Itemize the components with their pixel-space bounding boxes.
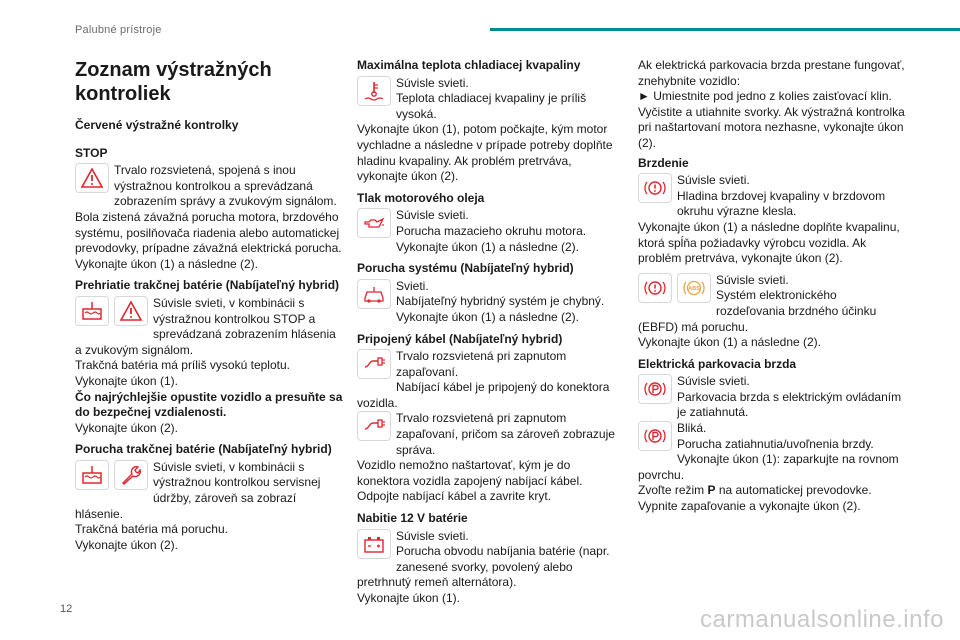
parking-b-line-3: Vykonajte úkon (1): zaparkujte na rovnom povrchu. xyxy=(638,452,899,482)
oil-entry xyxy=(357,208,625,255)
section-header: Palubné prístroje xyxy=(75,24,162,36)
battery-12v-heading: Nabitie 12 V batérie xyxy=(357,511,468,526)
overheat-last-line: Vykonajte úkon (2). xyxy=(75,420,178,435)
page-title: Zoznam výstražných kontroliek xyxy=(75,59,272,105)
cable-b-line-1: Trvalo rozsvietená pri zapnutom zapaľovaní, pričom sa zároveň zobrazuje správa. xyxy=(396,411,615,457)
hybrid-line-2: Nabíjateľný hybridný systém je chybný. xyxy=(396,294,605,309)
overheat-line-3: Vykonajte úkon (1). xyxy=(75,373,178,388)
stop-line-2: Bola zistená závažná porucha motora, brzdového systému, posilňovača riadenia alebo automatickej prevodovky, prípadne závažná elektrická porucha. xyxy=(75,209,342,256)
cable-heading: Pripojený kábel (Nabíjateľný hybrid) xyxy=(357,331,563,346)
warning-triangle-icon xyxy=(114,296,148,326)
cable-entry-a xyxy=(357,349,625,411)
parking-entry-a xyxy=(638,374,906,421)
battery-fault-line-3: Vykonajte úkon (2). xyxy=(75,537,178,552)
parking-a-line-2: Parkovacia brzda s elektrickým ovládaním je zatiahnutá. xyxy=(677,389,902,420)
overheat-bold-line: Čo najrýchlejšie opustite vozidlo a presuňte sa do bezpečnej vzdialenosti. xyxy=(75,389,343,420)
battery-temperature-icon xyxy=(75,296,109,326)
header-accent-bar xyxy=(490,28,960,31)
oil-line-3: Vykonajte úkon (1) a následne (2). xyxy=(396,239,579,254)
battery-12v-entry xyxy=(357,529,625,607)
cable-b-line-3: Odpojte nabíjací kábel a zavrite kryt. xyxy=(357,489,552,504)
brakes-heading: Brzdenie xyxy=(638,155,689,170)
stop-heading: STOP xyxy=(75,145,108,160)
parking-last-line: Vypnite zapaľovanie a vykonajte úkon (2). xyxy=(638,499,861,514)
ebfd-line-2: Systém elektronického rozdeľovania brzdného účinku (EBFD) má poruchu. xyxy=(638,288,877,334)
stop-line-1: Trvalo rozsvietená, spojená s inou výstražnou kontrolkou a sprevádzaná zobrazením správy a zvukovým signálom. xyxy=(114,163,337,209)
car-fault-icon xyxy=(357,279,391,309)
column-1 xyxy=(75,58,343,553)
abs-label: ABS xyxy=(688,285,700,292)
charging-plug-icon xyxy=(357,349,391,379)
hybrid-line-3: Vykonajte úkon (1) a následne (2). xyxy=(396,309,579,324)
overheat-line-1: Súvisle svieti, v kombinácii s výstražnou kontrolkou STOP a sprevádzaná zobrazením hlásenia a zvukovým signálom. xyxy=(75,295,336,357)
coolant-line-1: Súvisle svieti. xyxy=(396,75,469,90)
battery-fault-heading: Porucha trakčnej batérie (Nabíjateľný hybrid) xyxy=(75,442,332,457)
cable-a-line-1: Trvalo rozsvietená pri zapnutom zapaľovaní. xyxy=(396,349,567,379)
oil-line-1: Súvisle svieti. xyxy=(396,208,469,223)
warning-triangle-icon xyxy=(75,163,109,193)
page-number: 12 xyxy=(60,603,73,615)
brakes-entry xyxy=(638,173,906,267)
brakes-line-3: Vykonajte úkon (1) a následne doplňte kvapalinu, ktorá spĺňa požiadavky výrobcu vozidla. Ak problém pretrváva, vykonajte úkon (2). xyxy=(638,219,900,266)
gear-post: na automatickej prevodovke. xyxy=(715,483,872,498)
overheat-line-2: Trakčná batéria má príliš vysokú teplotu. xyxy=(75,358,290,373)
coolant-temperature-icon xyxy=(357,76,391,106)
section-subtitle: Červené výstražné kontrolky xyxy=(75,118,239,132)
ebfd-entry xyxy=(638,273,906,351)
stop-entry xyxy=(75,163,343,272)
intro-line-1: Ak elektrická parkovacia brzda prestane fungovať, znehybnite vozidlo: xyxy=(638,58,905,88)
brake-warning-icon xyxy=(638,273,672,303)
parking-a-line-1: Súvisle svieti. xyxy=(677,374,750,389)
hybrid-entry xyxy=(357,279,625,326)
cable-entry-b xyxy=(357,411,625,505)
charging-plug-icon xyxy=(357,411,391,441)
battery-icon xyxy=(357,529,391,559)
parking-brake-icon xyxy=(638,374,672,404)
oil-can-icon xyxy=(357,208,391,238)
parking-brake-heading: Elektrická parkovacia brzda xyxy=(638,356,797,371)
cable-a-line-2: Nabíjací kábel je pripojený do konektora vozidla. xyxy=(357,380,610,410)
column-2 xyxy=(357,58,625,607)
oil-line-2: Porucha mazacieho okruhu motora. xyxy=(396,223,587,238)
brakes-line-1: Súvisle svieti. xyxy=(677,173,750,188)
parking-b-line-1: Bliká. xyxy=(677,421,707,436)
coolant-line-2: Teplota chladiacej kvapaliny je príliš vysoká. xyxy=(396,91,587,121)
gear-instruction xyxy=(638,483,906,499)
battery-12v-line-1: Súvisle svieti. xyxy=(396,528,469,543)
overheat-entry xyxy=(75,296,343,436)
hybrid-heading: Porucha systému (Nabíjateľný hybrid) xyxy=(357,261,574,276)
cable-b-line-2: Vozidlo nemožno naštartovať, kým je do konektora vozidla zapojený nabíjací kábel. xyxy=(357,458,583,488)
hybrid-line-1: Svieti. xyxy=(396,278,429,293)
stop-line-3: Vykonajte úkon (1) a následne (2). xyxy=(75,256,258,271)
parking-brake-icon xyxy=(638,421,672,451)
column-3 xyxy=(638,58,906,515)
brakes-line-2: Hladina brzdovej kvapaliny v brzdovom okruhu výrazne klesla. xyxy=(677,188,886,219)
battery-12v-line-2: Porucha obvodu nabíjania batérie (napr. zanesené svorky, povolený alebo pretrhnutý remeň alternátora). xyxy=(357,544,610,590)
watermark: carmanualsonline.info xyxy=(700,606,944,633)
ebfd-line-1: Súvisle svieti. xyxy=(716,272,789,287)
coolant-heading: Maximálna teplota chladiacej kvapaliny xyxy=(357,58,581,72)
battery-fault-line-1: Súvisle svieti, v kombinácii s výstražnou kontrolkou servisnej údržby, zároveň sa zobrazí hlásenie. xyxy=(75,459,321,521)
parking-b-line-2: Porucha zatiahnutia/uvoľnenia brzdy. xyxy=(677,436,874,451)
battery-fault-entry xyxy=(75,460,343,554)
gear-pre: Zvoľte režim xyxy=(638,483,708,498)
battery-fault-line-2: Trakčná batéria má poruchu. xyxy=(75,522,228,537)
wrench-icon xyxy=(114,460,148,490)
intro-line-2: ► Umiestnite pod jedno z kolies zaisťovací klin. xyxy=(638,89,892,104)
coolant-line-3: Vykonajte úkon (1), potom počkajte, kým motor vychladne a následne v prípade potreby doplňte hladinu kvapaliny. Ak problém pretrváva, vykonajte úkon (2). xyxy=(357,122,613,184)
battery-12v-line-3: Vykonajte úkon (1). xyxy=(357,591,460,605)
coolant-entry xyxy=(357,76,625,185)
gear-p: P xyxy=(707,483,716,498)
intro-line-3: Vyčistite a utiahnite svorky. Ak výstražná kontrolka pri naštartovaní motora nezhasne, vykonajte úkon (2). xyxy=(638,104,905,150)
oil-heading: Tlak motorového oleja xyxy=(357,190,485,205)
ebfd-line-3: Vykonajte úkon (1) a následne (2). xyxy=(638,335,821,350)
abs-icon xyxy=(677,273,711,303)
brake-warning-icon xyxy=(638,173,672,203)
battery-temperature-icon xyxy=(75,460,109,490)
overheat-heading: Prehriatie trakčnej batérie (Nabíjateľný hybrid) xyxy=(75,278,340,293)
parking-entry-b xyxy=(638,421,906,483)
